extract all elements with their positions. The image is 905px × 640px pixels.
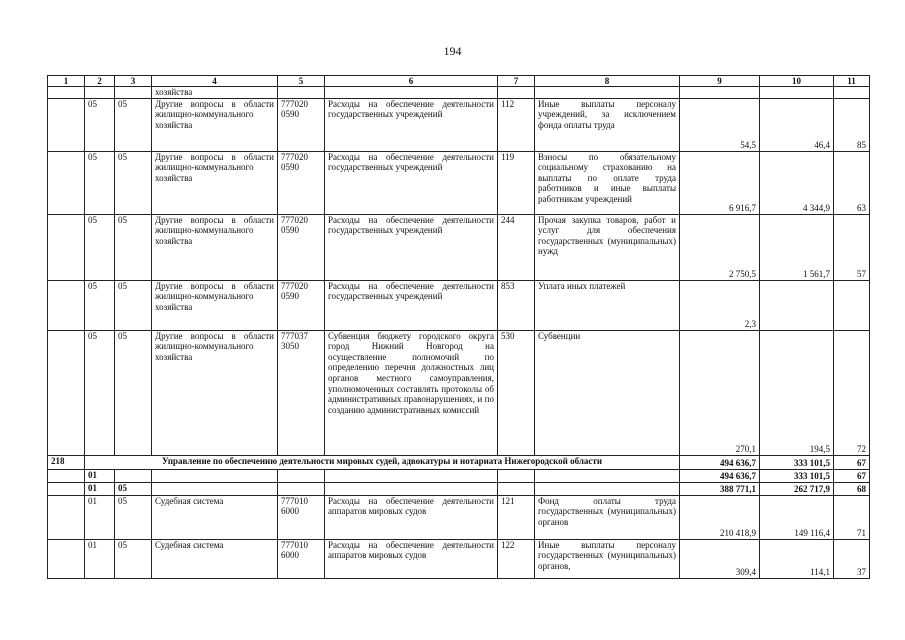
cell-plan: 270,1: [680, 330, 760, 455]
cell-section: 05: [85, 280, 115, 330]
cell-purpose: Расходы на обеспечение деятельности государственных учреждений: [325, 98, 498, 151]
cell-name: Судебная система: [152, 539, 278, 578]
cell-actual: 333 101,5: [760, 455, 834, 469]
cell-target: 777037 3050: [278, 330, 325, 455]
cell-purpose: Расходы на обеспечение деятельности аппаратов мировых судов: [325, 495, 498, 539]
budget-table: [47, 75, 870, 579]
col-header: 1: [48, 76, 85, 87]
cell-target: 777010 6000: [278, 539, 325, 578]
cell-actual: [760, 280, 834, 330]
cell-type-name: Прочая закупка товаров, работ и услуг для обеспечения государственных (муниципальных) нужд: [535, 214, 680, 280]
col-header: 4: [152, 76, 278, 87]
cell-name: Другие вопросы в области жилищно-коммунального хозяйства: [152, 280, 278, 330]
cell-type-code: 119: [498, 151, 535, 214]
header-row: [48, 76, 870, 87]
col-header: 6: [325, 76, 498, 87]
cell-actual: 333 101,5: [760, 469, 834, 482]
department-code: 218: [48, 455, 85, 469]
cell-actual: 1 561,7: [760, 214, 834, 280]
table-row: [48, 98, 870, 151]
table-row: [48, 495, 870, 539]
cell-actual: 114,1: [760, 539, 834, 578]
cell-plan: 6 916,7: [680, 151, 760, 214]
table-row: [48, 539, 870, 578]
col-header: 8: [535, 76, 680, 87]
cell-percent: [834, 280, 870, 330]
cell-actual: 4 344,9: [760, 151, 834, 214]
table-row: [48, 151, 870, 214]
cell-type-code: 530: [498, 330, 535, 455]
cell-subsection: 05: [115, 539, 152, 578]
cell-type-name: Иные выплаты персоналу государственных (муниципальных) органов,: [535, 539, 680, 578]
cell-section: 05: [85, 98, 115, 151]
cell-actual: 194,5: [760, 330, 834, 455]
subsection-row: [48, 482, 870, 495]
cell-purpose: Расходы на обеспечение деятельности государственных учреждений: [325, 151, 498, 214]
cell-plan: 210 418,9: [680, 495, 760, 539]
cell-purpose: Расходы на обеспечение деятельности государственных учреждений: [325, 280, 498, 330]
cell-type-code: 244: [498, 214, 535, 280]
col-header: 7: [498, 76, 535, 87]
cell-type-code: 853: [498, 280, 535, 330]
col-header: 2: [85, 76, 115, 87]
cell-name: Другие вопросы в области жилищно-коммунального хозяйства: [152, 151, 278, 214]
cell-plan: 494 636,7: [680, 455, 760, 469]
cell-section: 05: [85, 214, 115, 280]
table-row: [48, 214, 870, 280]
cell-target: 777020 0590: [278, 280, 325, 330]
cell-type-code: 121: [498, 495, 535, 539]
cell-target: 777020 0590: [278, 98, 325, 151]
cell-subsection: 05: [115, 98, 152, 151]
continuation-row: [48, 87, 870, 99]
cell-type-name: Иные выплаты персоналу учреждений, за исключением фонда оплаты труда: [535, 98, 680, 151]
cell-section: 05: [85, 330, 115, 455]
cell-type-code: 122: [498, 539, 535, 578]
cell-section: 01: [85, 495, 115, 539]
col-header: 3: [115, 76, 152, 87]
cell-name: Другие вопросы в области жилищно-коммунального хозяйства: [152, 98, 278, 151]
cell-subsection: 05: [115, 280, 152, 330]
continuation-text: хозяйства: [152, 87, 278, 99]
cell-type-name: Уплата иных платежей: [535, 280, 680, 330]
cell-percent: 63: [834, 151, 870, 214]
cell-subsection: 05: [115, 482, 152, 495]
cell-actual: 46,4: [760, 98, 834, 151]
col-header: 9: [680, 76, 760, 87]
cell-plan: 2,3: [680, 280, 760, 330]
cell-percent: 57: [834, 214, 870, 280]
cell-subsection: 05: [115, 495, 152, 539]
department-row: [48, 455, 870, 469]
cell-plan: 494 636,7: [680, 469, 760, 482]
cell-actual: 149 116,4: [760, 495, 834, 539]
cell-percent: 67: [834, 455, 870, 469]
cell-section: 01: [85, 482, 115, 495]
cell-name: Другие вопросы в области жилищно-коммунального хозяйства: [152, 214, 278, 280]
cell-type-code: 112: [498, 98, 535, 151]
cell-target: 777020 0590: [278, 214, 325, 280]
cell-name: Другие вопросы в области жилищно-коммунального хозяйства: [152, 330, 278, 455]
cell-actual: 262 717,9: [760, 482, 834, 495]
cell-plan: 2 750,5: [680, 214, 760, 280]
cell-percent: 71: [834, 495, 870, 539]
cell-plan: 54,5: [680, 98, 760, 151]
cell-subsection: 05: [115, 330, 152, 455]
table-row: [48, 330, 870, 455]
cell-percent: 37: [834, 539, 870, 578]
cell-type-name: Фонд оплаты труда государственных (муниципальных) органов: [535, 495, 680, 539]
cell-percent: 85: [834, 98, 870, 151]
col-header: 10: [760, 76, 834, 87]
cell-section: 01: [85, 539, 115, 578]
cell-percent: 68: [834, 482, 870, 495]
table-row: [48, 280, 870, 330]
cell-purpose: Субвенция бюджету городского округа город Нижний Новгород на осуществление полномочий по определению перечня должностных лиц органов местного самоуправления, уполномоченных составлять протоколы об административных правонарушениях, и по созданию административных комиссий: [325, 330, 498, 455]
page-number: 194: [443, 44, 462, 58]
cell-type-name: Взносы по обязательному социальному страхованию на выплаты по оплате труда работников и иные выплаты работникам учреждений: [535, 151, 680, 214]
cell-subsection: 05: [115, 151, 152, 214]
cell-percent: 72: [834, 330, 870, 455]
cell-type-name: Субвенции: [535, 330, 680, 455]
col-header: 11: [834, 76, 870, 87]
cell-purpose: Расходы на обеспечение деятельности государственных учреждений: [325, 214, 498, 280]
cell-plan: 388 771,1: [680, 482, 760, 495]
cell-section: 05: [85, 151, 115, 214]
cell-target: 777010 6000: [278, 495, 325, 539]
department-name: Управление по обеспечению деятельности мировых судей, адвокатуры и нотариата Нижегородской области: [85, 455, 680, 469]
col-header: 5: [278, 76, 325, 87]
cell-subsection: 05: [115, 214, 152, 280]
cell-plan: 309,4: [680, 539, 760, 578]
cell-percent: 67: [834, 469, 870, 482]
cell-section: 01: [85, 469, 115, 482]
cell-purpose: Расходы на обеспечение деятельности аппаратов мировых судов: [325, 539, 498, 578]
section-row: [48, 469, 870, 482]
cell-name: Судебная система: [152, 495, 278, 539]
cell-target: 777020 0590: [278, 151, 325, 214]
